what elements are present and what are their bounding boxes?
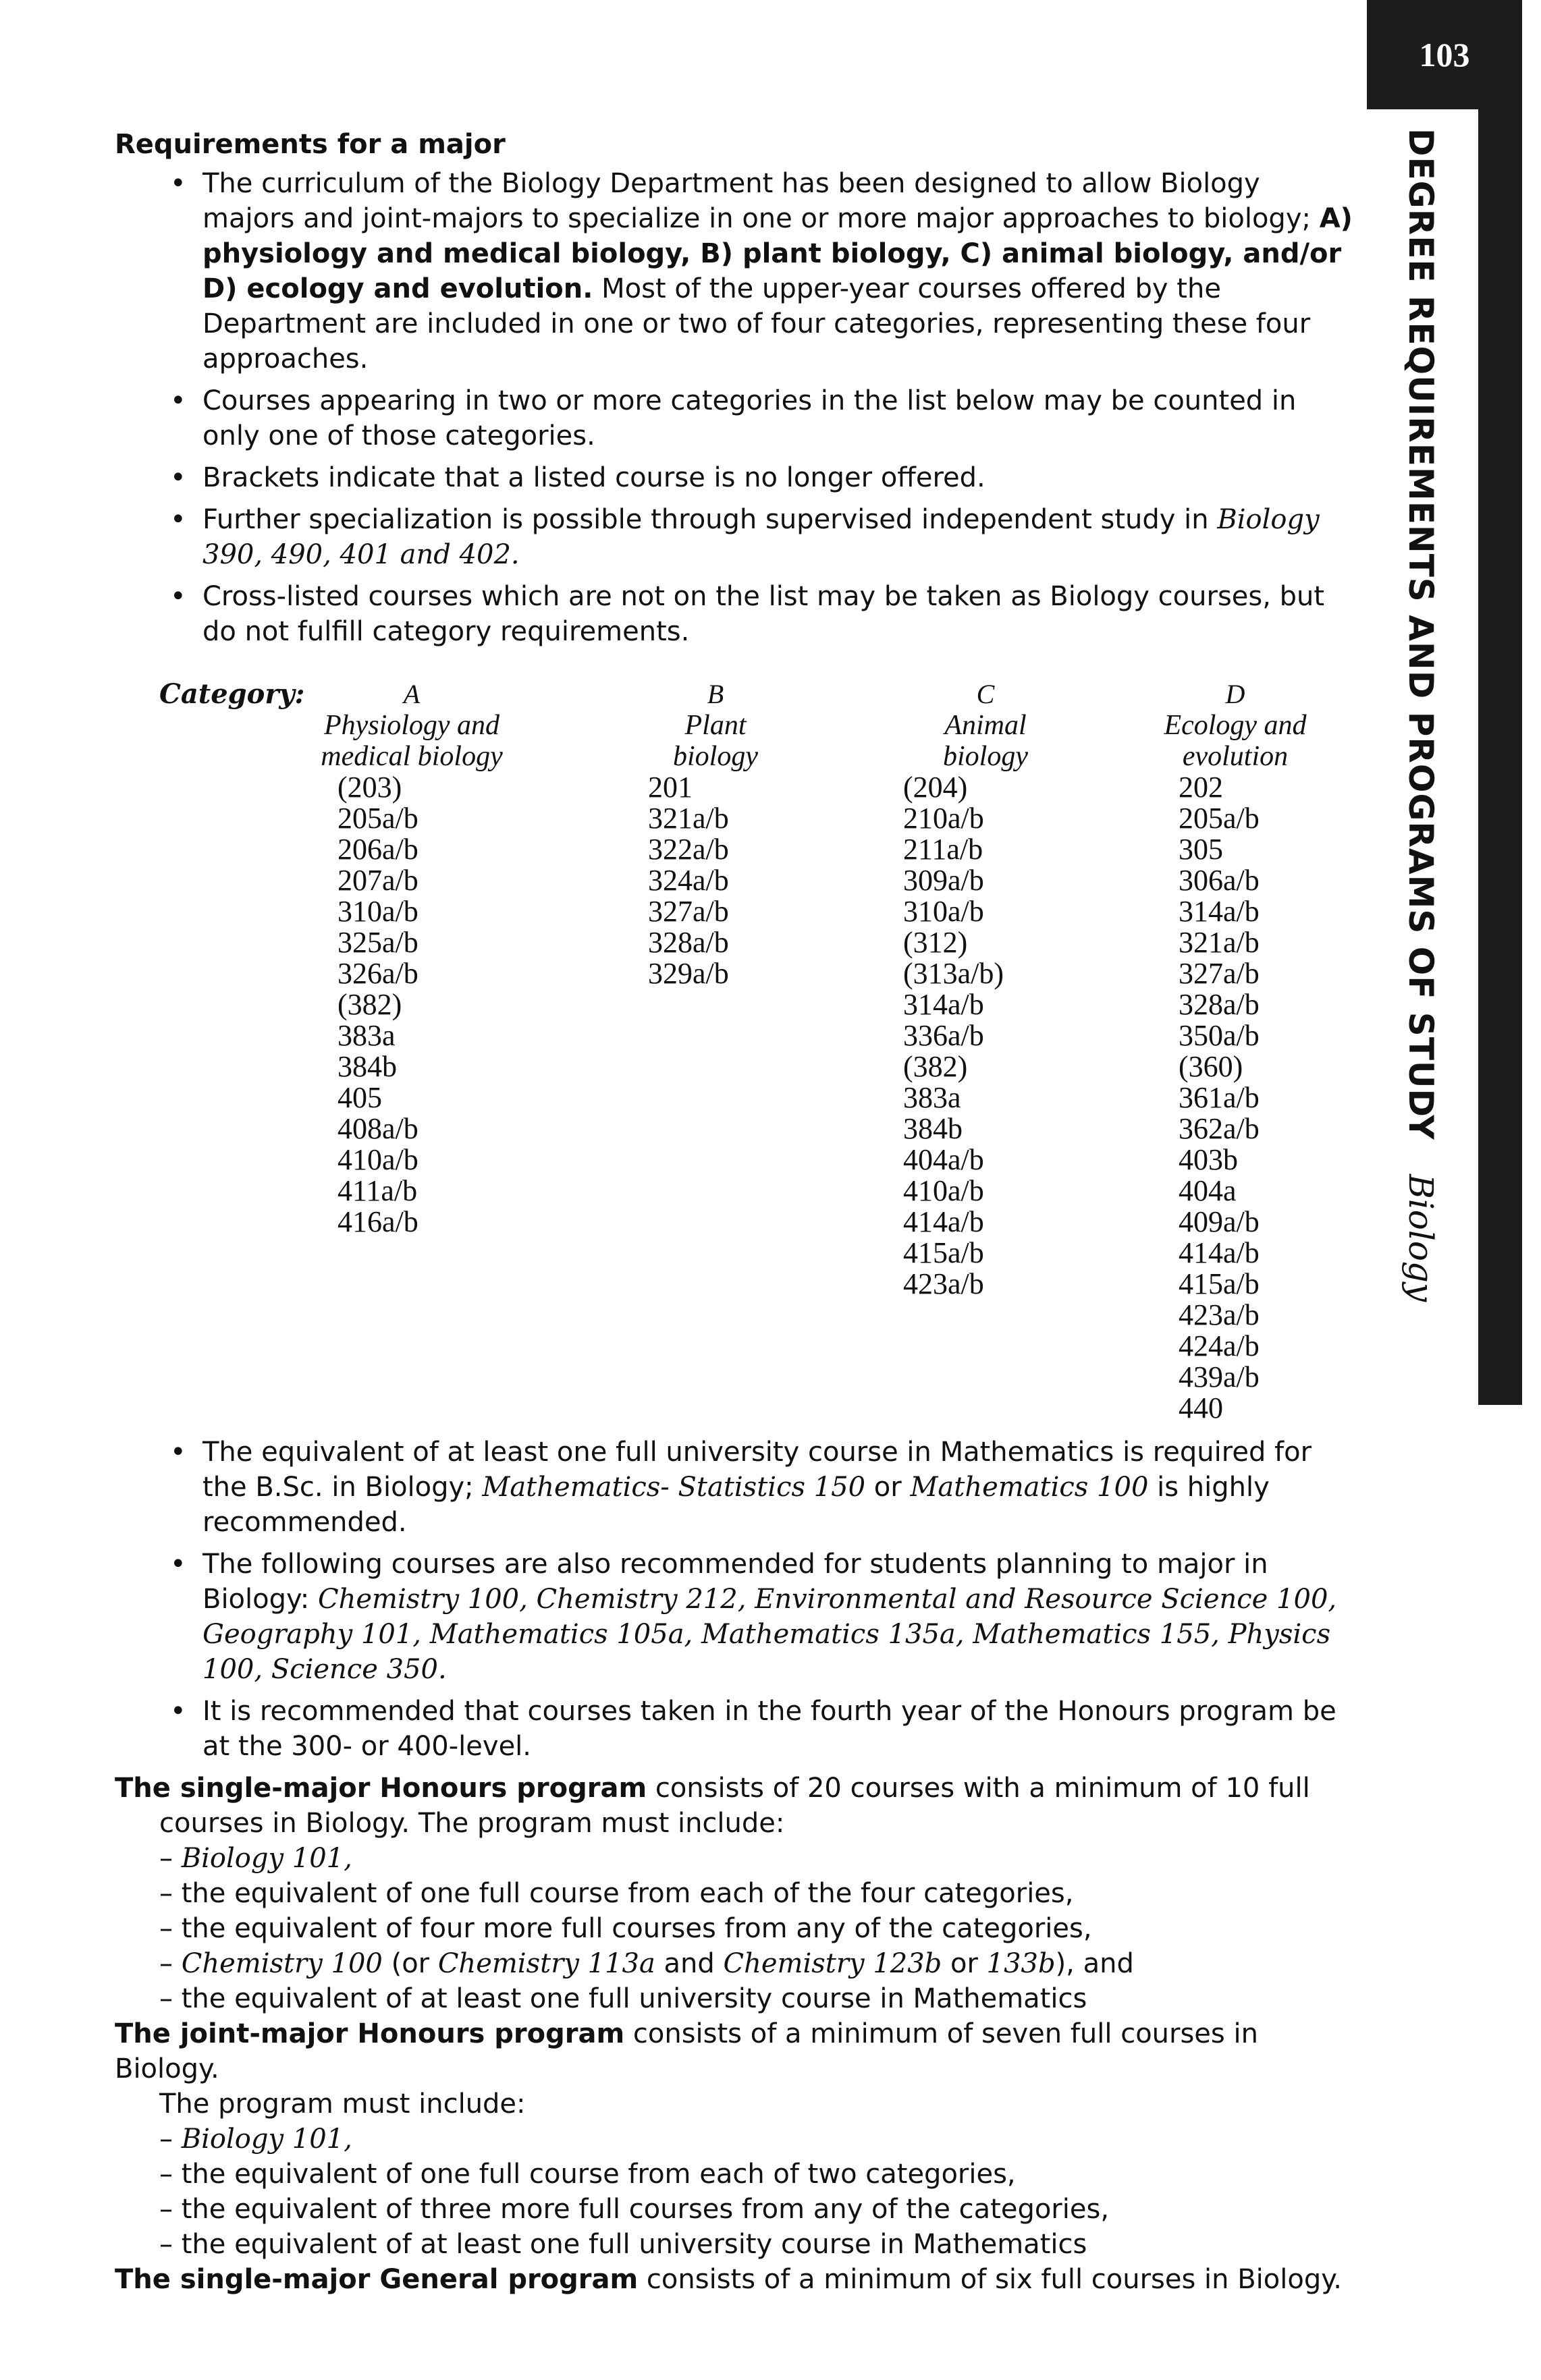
list-item <box>115 1694 1357 1764</box>
list-item <box>115 1547 1357 1687</box>
course-number: 384b <box>903 1112 963 1145</box>
side-tab-title: DEGREE REQUIREMENTS AND PROGRAMS OF STUDY <box>1401 128 1440 1140</box>
course-number: 416a/b <box>337 1205 418 1238</box>
course-number: 410a/b <box>903 1174 984 1207</box>
course-number: 211a/b <box>903 833 983 866</box>
course-number: 424a/b <box>1179 1329 1260 1362</box>
program-item: – the equivalent of three more full courses from any of the categories, <box>159 2194 1110 2225</box>
category-column-a <box>310 679 513 1238</box>
course-number: 336a/b <box>903 1019 984 1052</box>
course-number: 410a/b <box>337 1143 418 1176</box>
course-number: (382) <box>337 988 402 1021</box>
course-number: 327a/b <box>1179 957 1260 990</box>
program-item: (or <box>382 1948 438 1979</box>
program-item: – the equivalent of one full course from each of two categories, <box>159 2159 1016 2190</box>
category-description: Ecology and <box>1164 710 1307 741</box>
list-item <box>115 502 1357 572</box>
bullet-text: It is recommended that courses taken in the fourth year of the Honours program be at the 300- or 400-level. <box>202 1696 1336 1762</box>
course-number: 310a/b <box>903 895 984 928</box>
list-item <box>115 383 1357 453</box>
program-item-italic: 133b <box>986 1948 1056 1979</box>
category-table <box>115 679 1357 1435</box>
bullet-text: Further specialization is possible through supervised independent study in <box>202 504 1218 535</box>
bullet-text: Most of the upper-year courses offered by the Department are included in one or two of four categories, representing these four approaches. <box>202 273 1311 375</box>
course-number: 202 <box>1179 771 1223 804</box>
requirements-heading: Requirements for a major <box>115 129 506 160</box>
bullet-text: is highly recommended. <box>202 1472 1270 1538</box>
course-number: 405 <box>337 1081 382 1114</box>
course-number: 383a <box>903 1081 961 1114</box>
course-number: 201 <box>648 771 693 804</box>
course-number: (382) <box>903 1050 968 1083</box>
program-text: courses in Biology. The program must include: <box>159 1808 785 1839</box>
course-number: 384b <box>337 1050 397 1083</box>
course-number: 205a/b <box>1179 802 1260 835</box>
program-text: consists of 20 courses with a minimum of 10 full <box>647 1773 1310 1804</box>
course-number: 415a/b <box>903 1236 984 1269</box>
course-number: 322a/b <box>648 833 729 866</box>
course-number: 321a/b <box>648 802 729 835</box>
course-number: 409a/b <box>1179 1205 1260 1238</box>
program-item-italic: Biology 101, <box>181 2124 352 2155</box>
bullet-text: or <box>865 1472 911 1503</box>
course-number: 327a/b <box>648 895 729 928</box>
course-number: (313a/b) <box>903 957 1004 990</box>
course-number: 404a <box>1179 1174 1237 1207</box>
course-number: 403b <box>1179 1143 1238 1176</box>
bullet-italic-text: Biology 390, 490, 401 and 402. <box>202 504 1320 570</box>
course-number: (360) <box>1179 1050 1243 1083</box>
program-item-italic: Chemistry 100 <box>181 1948 383 1979</box>
course-number: 314a/b <box>1179 895 1260 928</box>
course-number: 414a/b <box>903 1205 984 1238</box>
program-text: consists of a minimum of six full courses in Biology. <box>638 2264 1342 2295</box>
category-letter: B <box>707 679 724 709</box>
program-title: The single-major General program <box>115 2264 639 2295</box>
program-item: – <box>159 1843 182 1874</box>
program-item: – the equivalent of four more full courses from any of the categories, <box>159 1913 1092 1944</box>
course-number: 210a/b <box>903 802 984 835</box>
category-description: evolution <box>1182 741 1289 772</box>
page-content <box>115 127 1357 2297</box>
joint-honours-program <box>115 2016 1357 2262</box>
category-description: Animal <box>944 710 1027 741</box>
program-item: – the equivalent of at least one full university course in Mathematics <box>159 2229 1087 2260</box>
course-number: 440 <box>1179 1391 1223 1424</box>
course-number: 423a/b <box>1179 1298 1260 1331</box>
course-number: 423a/b <box>903 1267 984 1300</box>
course-number: 408a/b <box>337 1112 418 1145</box>
page-number: 103 <box>1367 0 1522 109</box>
course-number: 309a/b <box>903 864 984 897</box>
course-number: 362a/b <box>1179 1112 1260 1145</box>
course-number: 414a/b <box>1179 1236 1260 1269</box>
course-number: 328a/b <box>648 926 729 959</box>
program-item-italic: Chemistry 113a <box>437 1948 655 1979</box>
course-number: 206a/b <box>337 833 418 866</box>
course-number: 404a/b <box>903 1143 984 1176</box>
course-number: (203) <box>337 771 402 804</box>
side-tab-bar <box>1478 109 1522 1405</box>
category-column-b <box>634 679 796 989</box>
category-label: Category: <box>159 678 305 710</box>
category-description: Physiology and <box>323 710 500 741</box>
program-title: The joint-major Honours program <box>115 2018 625 2049</box>
program-text: The program must include: <box>159 2088 526 2120</box>
category-description: Plant <box>684 710 747 741</box>
course-number: (312) <box>903 926 968 959</box>
category-column-d <box>1134 679 1336 1424</box>
program-item: and <box>655 1948 724 1979</box>
course-number: 415a/b <box>1179 1267 1260 1300</box>
list-item <box>115 460 1357 495</box>
category-letter: D <box>1225 679 1245 709</box>
category-column-c <box>884 679 1087 1300</box>
program-item: or <box>942 1948 987 1979</box>
list-item <box>115 1435 1357 1540</box>
single-general-program <box>115 2262 1357 2297</box>
bullet-italic-text: Mathematics 100 <box>910 1472 1149 1503</box>
program-item-italic: Biology 101, <box>181 1843 352 1874</box>
bullet-text: The equivalent of at least one full university course in Mathematics is required for the B.Sc. in Biology; <box>202 1437 1312 1503</box>
program-title: The single-major Honours program <box>115 1773 647 1804</box>
bullet-text: Brackets indicate that a listed course is no longer offered. <box>202 462 985 493</box>
program-item: – the equivalent of one full course from each of the four categories, <box>159 1878 1074 1909</box>
program-item: ), and <box>1055 1948 1134 1979</box>
bullet-italic-text: Chemistry 100, Chemistry 212, Environmental and Resource Science 100, Geography 101, Mathematics 105a, Mathematics 135a, Mathematics 155, Physics 100, Science 350. <box>202 1584 1337 1685</box>
single-honours-program <box>115 1771 1357 2016</box>
category-description: medical biology <box>321 741 503 772</box>
category-letter: C <box>976 679 995 709</box>
course-number: 205a/b <box>337 802 418 835</box>
program-text: consists of a minimum of seven full courses in Biology. <box>115 2018 1258 2084</box>
course-number: 306a/b <box>1179 864 1260 897</box>
program-item: – the equivalent of at least one full university course in Mathematics <box>159 1983 1087 2014</box>
category-letter: A <box>403 679 421 709</box>
bullet-bold-text: A) physiology and medical biology, B) plant biology, C) animal biology, and/or D) ecology and evolution. <box>202 203 1353 304</box>
course-number: 439a/b <box>1179 1360 1260 1393</box>
course-number: 326a/b <box>337 957 418 990</box>
course-number: 305 <box>1179 833 1223 866</box>
course-number: 325a/b <box>337 926 418 959</box>
course-number: 350a/b <box>1179 1019 1260 1052</box>
bullet-italic-text: Mathematics- Statistics 150 <box>482 1472 866 1503</box>
category-description: biology <box>943 741 1028 772</box>
bullet-text: The curriculum of the Biology Department has been designed to allow Biology majors and joint-majors to specialize in one or more major approaches to biology; <box>202 168 1320 234</box>
bullet-text: Courses appearing in two or more categories in the list below may be counted in only one of those categories. <box>202 385 1297 451</box>
requirements-list <box>115 166 1357 649</box>
side-tab-label <box>1390 128 1451 1302</box>
course-number: 361a/b <box>1179 1081 1260 1114</box>
category-description: biology <box>673 741 758 772</box>
course-number: 328a/b <box>1179 988 1260 1021</box>
bullet-text: The following courses are also recommended for students planning to major in Biology: <box>202 1549 1268 1615</box>
list-item <box>115 166 1357 377</box>
course-number: 207a/b <box>337 864 418 897</box>
side-tab-subject: Biology <box>1401 1173 1440 1302</box>
course-number: 411a/b <box>337 1174 418 1207</box>
course-number: 321a/b <box>1179 926 1260 959</box>
program-item: – <box>159 2124 182 2155</box>
program-item-italic: Chemistry 123b <box>723 1948 942 1979</box>
course-number: 310a/b <box>337 895 418 928</box>
course-number: 324a/b <box>648 864 729 897</box>
course-number: 329a/b <box>648 957 729 990</box>
course-number: (204) <box>903 771 968 804</box>
bullet-text: Cross-listed courses which are not on the list may be taken as Biology courses, but do not fulfill category requirements. <box>202 581 1325 647</box>
list-item <box>115 579 1357 649</box>
program-item: – <box>159 1948 182 1979</box>
course-number: 383a <box>337 1019 396 1052</box>
additional-requirements-list <box>115 1435 1357 1764</box>
course-number: 314a/b <box>903 988 984 1021</box>
